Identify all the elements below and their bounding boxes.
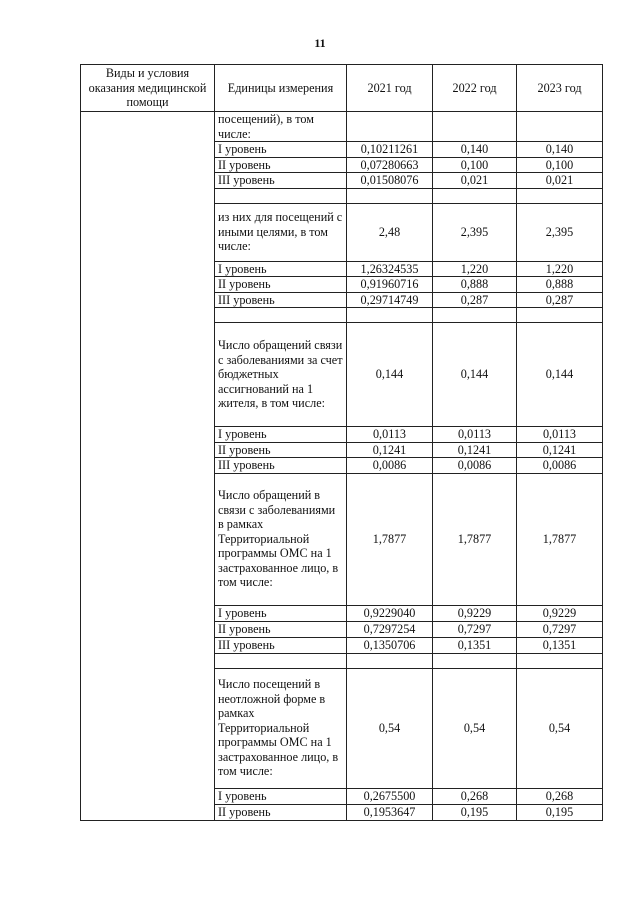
value-2022: 0,888 [433, 277, 517, 293]
value-2022: 0,7297 [433, 621, 517, 637]
row-label: II уровень [215, 277, 347, 293]
row-label: I уровень [215, 605, 347, 621]
value-2021: 0,7297254 [347, 621, 433, 637]
value-2022: 0,140 [433, 142, 517, 158]
row-label: II уровень [215, 442, 347, 458]
value-2022: 0,9229 [433, 605, 517, 621]
kind-cell [81, 112, 215, 821]
header-2022: 2022 год [433, 65, 517, 112]
value-2021: 0,1241 [347, 442, 433, 458]
value-2021: 0,144 [347, 323, 433, 427]
value-2023: 0,1351 [517, 637, 603, 653]
row-label: III уровень [215, 173, 347, 189]
value-2023: 0,287 [517, 292, 603, 308]
value-2022: 0,100 [433, 157, 517, 173]
value-2023: 0,0086 [517, 458, 603, 474]
value-2022: 0,1241 [433, 442, 517, 458]
header-2021: 2021 год [347, 65, 433, 112]
value-2023: 0,100 [517, 157, 603, 173]
value-2021: 0,0086 [347, 458, 433, 474]
value-2021: 0,29714749 [347, 292, 433, 308]
row-label: I уровень [215, 788, 347, 804]
value-2022: 0,1351 [433, 637, 517, 653]
header-kind: Виды и условия оказания медицинской помощи [81, 65, 215, 112]
header-row [81, 65, 603, 112]
row-label: III уровень [215, 292, 347, 308]
value-2023: 0,9229 [517, 605, 603, 621]
value-2022: 0,268 [433, 788, 517, 804]
services-table [80, 64, 603, 821]
value-2021 [347, 112, 433, 142]
value-2021: 0,1953647 [347, 804, 433, 820]
value-2021: 0,9229040 [347, 605, 433, 621]
header-unit: Единицы измерения [215, 65, 347, 112]
value-2023: 1,220 [517, 261, 603, 277]
page-number: 11 [314, 36, 326, 50]
value-2021: 0,91960716 [347, 277, 433, 293]
value-2023: 0,195 [517, 804, 603, 820]
value-2023: 0,7297 [517, 621, 603, 637]
header-2023: 2023 год [517, 65, 603, 112]
value-2023: 1,7877 [517, 473, 603, 605]
value-2021: 0,0113 [347, 427, 433, 443]
value-2021: 0,54 [347, 668, 433, 788]
row-label: II уровень [215, 157, 347, 173]
row-label: II уровень [215, 804, 347, 820]
value-2021: 0,01508076 [347, 173, 433, 189]
value-2022: 0,0113 [433, 427, 517, 443]
row-label: посещений), в том числе: [215, 112, 347, 142]
value-2023: 0,268 [517, 788, 603, 804]
value-2022 [433, 112, 517, 142]
row-label: II уровень [215, 621, 347, 637]
value-2023: 0,021 [517, 173, 603, 189]
value-2022: 0,0086 [433, 458, 517, 474]
row-label: I уровень [215, 261, 347, 277]
row-label: Число посещений в неотложной форме в рамках Территориальной программы ОМС на 1 застрахованное лицо, в том числе: [215, 668, 347, 788]
value-2023: 0,888 [517, 277, 603, 293]
value-2021: 2,48 [347, 203, 433, 261]
row-label: III уровень [215, 458, 347, 474]
row-label: I уровень [215, 427, 347, 443]
table-row [81, 112, 603, 142]
value-2022: 0,287 [433, 292, 517, 308]
value-2022: 1,220 [433, 261, 517, 277]
value-2022: 0,021 [433, 173, 517, 189]
row-label: Число обращений связи с заболеваниями за счет бюджетных ассигнований на 1 жителя, в том числе: [215, 323, 347, 427]
value-2023: 0,144 [517, 323, 603, 427]
value-2023: 2,395 [517, 203, 603, 261]
value-2022: 0,54 [433, 668, 517, 788]
value-2021: 0,07280663 [347, 157, 433, 173]
value-2023: 0,0113 [517, 427, 603, 443]
value-2022: 2,395 [433, 203, 517, 261]
value-2022: 1,7877 [433, 473, 517, 605]
value-2023: 0,1241 [517, 442, 603, 458]
row-label: Число обращений в связи с заболеваниями в рамках Территориальной программы ОМС на 1 застрахованное лицо, в том числе: [215, 473, 347, 605]
row-label: I уровень [215, 142, 347, 158]
value-2021: 1,26324535 [347, 261, 433, 277]
value-2022: 0,195 [433, 804, 517, 820]
value-2023: 0,54 [517, 668, 603, 788]
value-2023: 0,140 [517, 142, 603, 158]
value-2021: 0,2675500 [347, 788, 433, 804]
row-label: из них для посещений с иными целями, в том числе: [215, 203, 347, 261]
value-2021: 1,7877 [347, 473, 433, 605]
value-2021: 0,10211261 [347, 142, 433, 158]
value-2022: 0,144 [433, 323, 517, 427]
value-2021: 0,1350706 [347, 637, 433, 653]
row-label: III уровень [215, 637, 347, 653]
value-2023 [517, 112, 603, 142]
